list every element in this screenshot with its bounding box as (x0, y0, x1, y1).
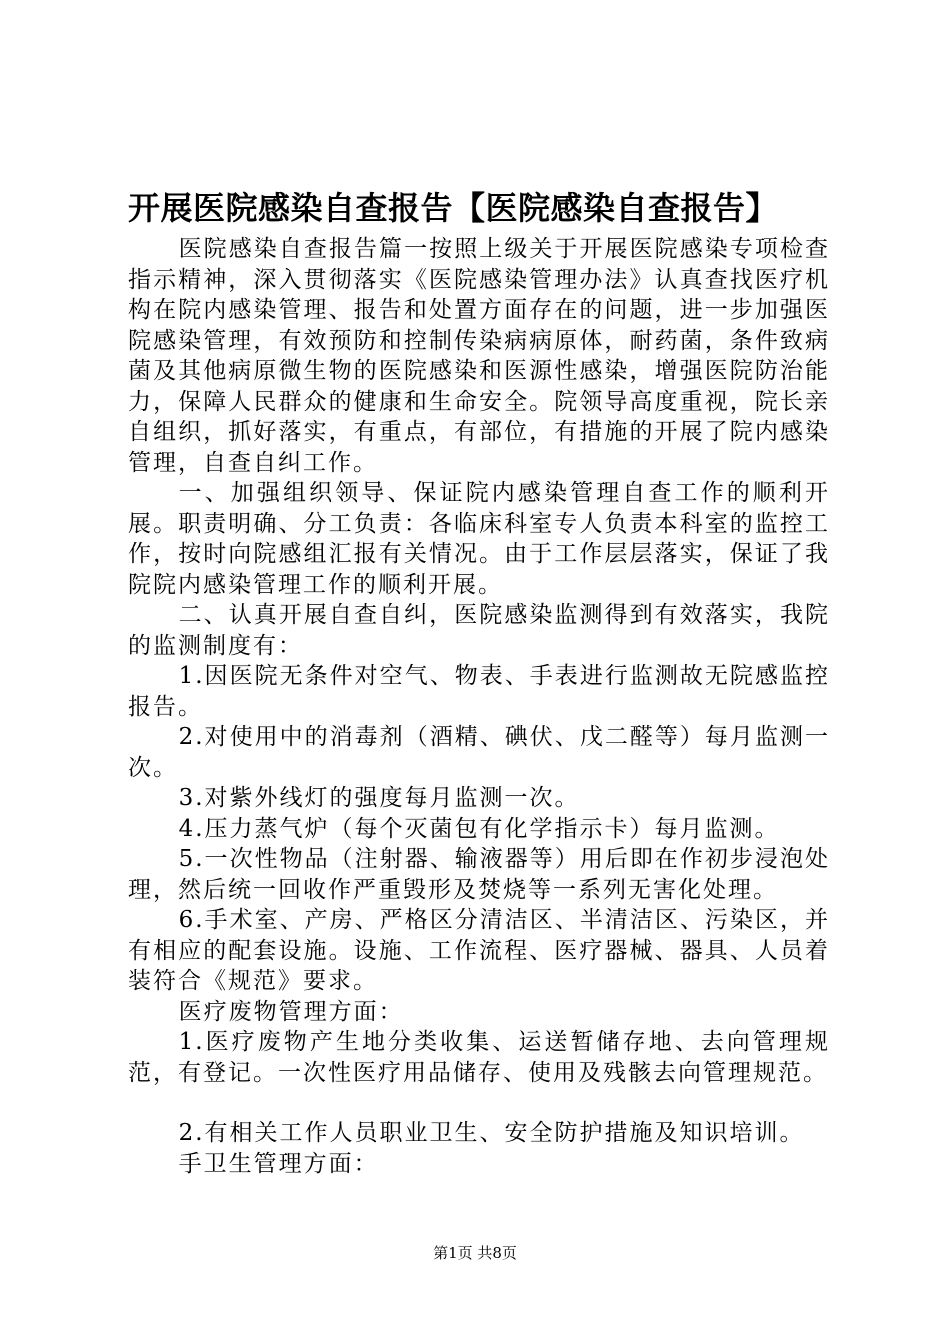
list-item-monitoring-3: 3.对紫外线灯的强度每月监测一次。 (178, 785, 580, 811)
paragraph-section-1: 一、加强组织领导、保证院内感染管理自查工作的顺利开展。职责明确、分工负责：各临床科室专人负责本科室的监控工作，按时向院感组汇报有关情况。由于工作层层落实，保证了我院院内感染管理工作的顺利开展。 (128, 480, 830, 598)
paragraph-intro: 医院感染自查报告篇一按照上级关于开展医院感染专项检查指示精神，深入贯彻落实《医院感染管理办法》认真查找医疗机构在院内感染管理、报告和处置方面存在的问题，进一步加强医院感染管理，有效预防和控制传染病病原体，耐药菌，条件致病菌及其他病原微生物的医院感染和医源性感染，增强医院防治能力，保障人民群众的健康和生命安全。院领导高度重视，院长亲自组织，抓好落实，有重点，有部位，有措施的开展了院内感染管理，自查自纠工作。 (128, 236, 830, 476)
list-item-waste-1: 1.医疗废物产生地分类收集、运送暂储存地、去向管理规范，有登记。一次性医疗用品储存、使用及残骸去向管理规范。 (128, 1029, 830, 1086)
section-heading-hand-hygiene: 手卫生管理方面： (178, 1150, 379, 1177)
document-title: 开展医院感染自查报告【医院感染自查报告】 (128, 189, 779, 227)
list-item-monitoring-2: 2.对使用中的消毒剂（酒精、碘伏、戊二醛等）每月监测一次。 (128, 724, 830, 781)
list-item-monitoring-4: 4.压力蒸气炉（每个灭菌包有化学指示卡）每月监测。 (178, 815, 780, 842)
page-number: 第1页 共8页 (433, 1244, 517, 1262)
document-body (128, 234, 830, 1179)
list-item-waste-2: 2.有相关工作人员职业卫生、安全防护措施及知识培训。 (178, 1120, 805, 1146)
list-item-monitoring-5: 5.一次性物品（注射器、输液器等）用后即在作初步浸泡处理，然后统一回收作严重毁形及焚烧等一系列无害化处理。 (128, 846, 830, 903)
list-item-monitoring-6: 6.手术室、产房、严格区分清洁区、半清洁区、污染区，并有相应的配套设施。设施、工作流程、医疗器械、器具、人员着装符合《规范》要求。 (128, 907, 830, 994)
paragraph-section-2: 二、认真开展自查自纠，医院感染监测得到有效落实，我院的监测制度有： (128, 602, 830, 659)
list-item-monitoring-1: 1.因医院无条件对空气、物表、手表进行监测故无院感监控报告。 (128, 663, 830, 720)
section-heading-medical-waste: 医疗废物管理方面： (178, 998, 404, 1025)
